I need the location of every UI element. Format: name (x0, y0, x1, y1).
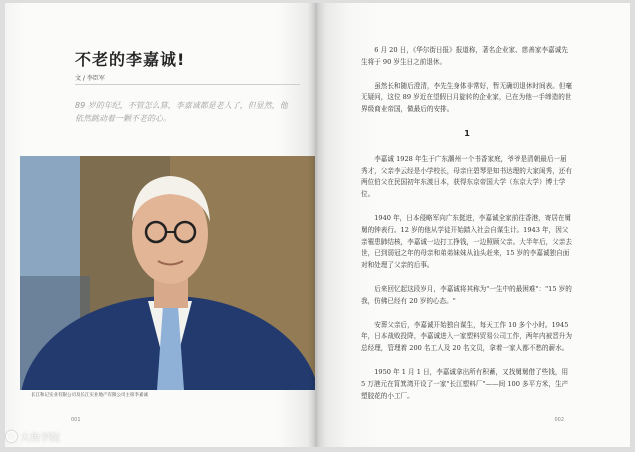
portrait-photo-illustration (20, 156, 315, 390)
portrait-photo (20, 156, 315, 390)
article-lede: 89 岁的年纪，不管怎么算，李嘉诚都是老人了，但显然，他依然跳动着一颗不老的心。 (75, 101, 288, 123)
body-paragraph: 后来回忆起这段岁月，李嘉诚将其称为"一生中的最困难"："15 岁的我，仿佛已经有 20 岁的心态。" (361, 284, 572, 305)
watermark (6, 429, 60, 444)
body-paragraph: 1940 年，日本侵略军向广东挺进，李嘉诚全家前往香港，寄居在舅舅的钟表行。12 岁的他从学徒开始踏入社会自谋生计。1943 年，因父亲罹患肺结核，李嘉诚一边打工挣钱，一边照顾父亲。大半年后，父亲去世，已到弱冠之年的母亲和弟弟妹妹从汕头赶来，15 岁的李嘉诚独自面对和处理了父亲的后事。 (361, 213, 572, 270)
watermark-text: 大鱼学院 (20, 433, 60, 444)
body-paragraph: 安葬父亲后，李嘉诚开始独自谋生，每天工作 10 多个小时。1945 年，日本战败投降，李嘉诚进入一家塑料贸易公司工作，两年内被晋升为总经理，管理着 200 名工人及 20 名文员，拿着一家人都不愁的薪水。 (361, 320, 572, 353)
body-paragraph: 1950 年 1 月 1 日，李嘉诚拿出所有积蓄，又找舅舅借了些钱，用 5 万港元在筲箕湾开设了一家"长江塑料厂"——间 100 多平方米，生产塑胶花的小工厂。 (361, 367, 569, 400)
body-paragraph: 6 月 20 日，《华尔街日报》报道称，著名企业家、慈善家李嘉诚先生将于 90 岁生日之前退休。 (361, 46, 568, 66)
title-divider (75, 84, 300, 85)
right-page (317, 3, 630, 447)
watermark-logo-icon (6, 431, 17, 442)
article-body (361, 45, 573, 414)
page-number-left: 001 (71, 417, 81, 423)
article-title: 不老的李嘉诚! (75, 50, 186, 69)
article-byline: 文 / 李臣军 (75, 75, 105, 82)
page-number-right: 002 (554, 417, 564, 423)
section-number: 1 (464, 128, 470, 138)
left-page (5, 3, 315, 447)
body-paragraph: 虽然长和随后澄清，李先生身体非常好，暂无确切退休时间表。但毫无疑问，这位 89 岁近在望假日月旋转的企业家，已在为他一手缔造的世界级商业帝国，做最后的安排。 (361, 81, 572, 114)
body-paragraph: 李嘉诚 1928 年生于广东潮州一个书香家庭，爷爷是清朝最后一届秀才，父亲李云经是小学校长，母亲庄碧琴是知书达理的大家闺秀，还有两位伯父在民国初年东渡日本，获得东京帝国大学（东京大学）博士学位。 (361, 154, 572, 199)
open-book (5, 3, 630, 447)
photo-caption: 长江和记实业有限公司及长江实业地产有限公司主席李嘉诚 (31, 393, 148, 398)
